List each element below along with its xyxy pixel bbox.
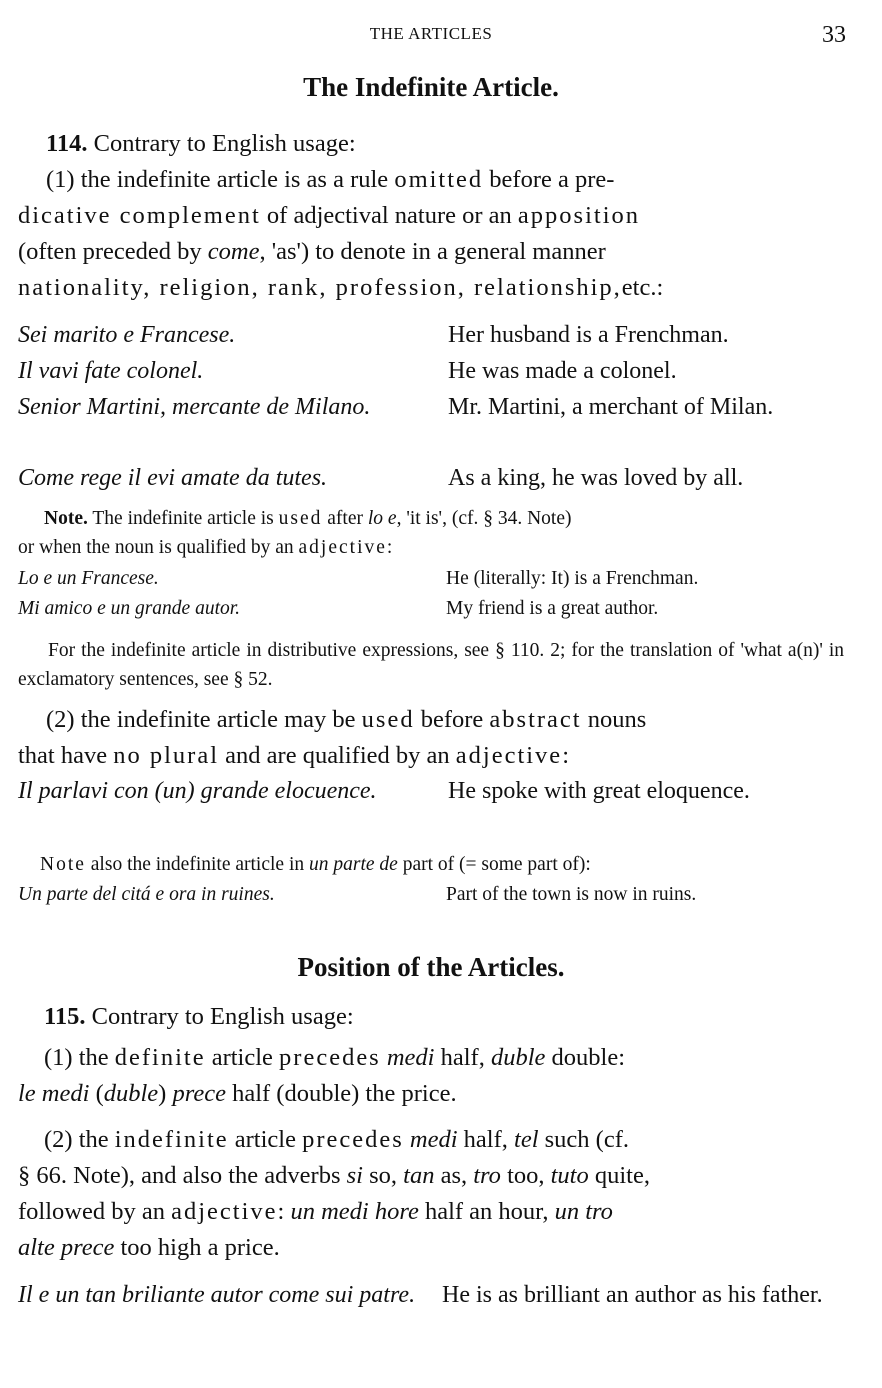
rule-1-omission: (1) the indefinite article is as a rule omitted before a pre- dicative complement of adjectival nature or an apposition (often preceded by come, 'as') to denote in a general manner nationality, religion, rank, profession, relationship,etc.:: [18, 166, 664, 301]
running-head: [18, 22, 844, 50]
page-number: 33: [822, 22, 846, 48]
paragraph-number: 114.: [46, 130, 88, 157]
rule-2-indefinite-precedes: (2) the indefinite article precedes medi half, tel such (cf. § 66. Note), and also the adverbs si so, tan as, tro too, tuto quite, followed by an adjective: un medi hore half an hour, un tro alte prece too high a price.: [18, 1126, 650, 1261]
rule-1-definite-precedes: (1) the definite article precedes medi half, duble double: le medi (duble) prece half (double) the price.: [18, 1044, 626, 1107]
note-used-after-lo-e: Note. The indefinite article is used after lo e, 'it is', (cf. § 34. Note) or when the noun is qualified by an adjective:: [18, 508, 572, 558]
note-un-parte-de: Note also the indefinite article in un parte de part of (= some part of):: [40, 854, 591, 875]
paragraph-114: 114. Contrary to English usage:: [46, 130, 356, 157]
section-heading-position-of-articles: Position of the Articles.: [297, 952, 565, 982]
paragraph-115: 115. Contrary to English usage:: [44, 1003, 354, 1030]
section-heading-indefinite-article: The Indefinite Article.: [303, 72, 559, 102]
note-label: Note.: [44, 508, 88, 529]
running-title: THE ARTICLES: [369, 24, 493, 43]
paragraph-number: 115.: [44, 1003, 86, 1030]
rule-2-abstract-nouns: (2) the indefinite article may be used before abstract nouns that have no plural and are qualified by an adjective:: [18, 706, 647, 769]
note-distributive: For the indefinite article in distributive expressions, see § 110. 2; for the translation of 'what a(n)' in exclamatory sentences, see § 52.: [18, 640, 844, 690]
